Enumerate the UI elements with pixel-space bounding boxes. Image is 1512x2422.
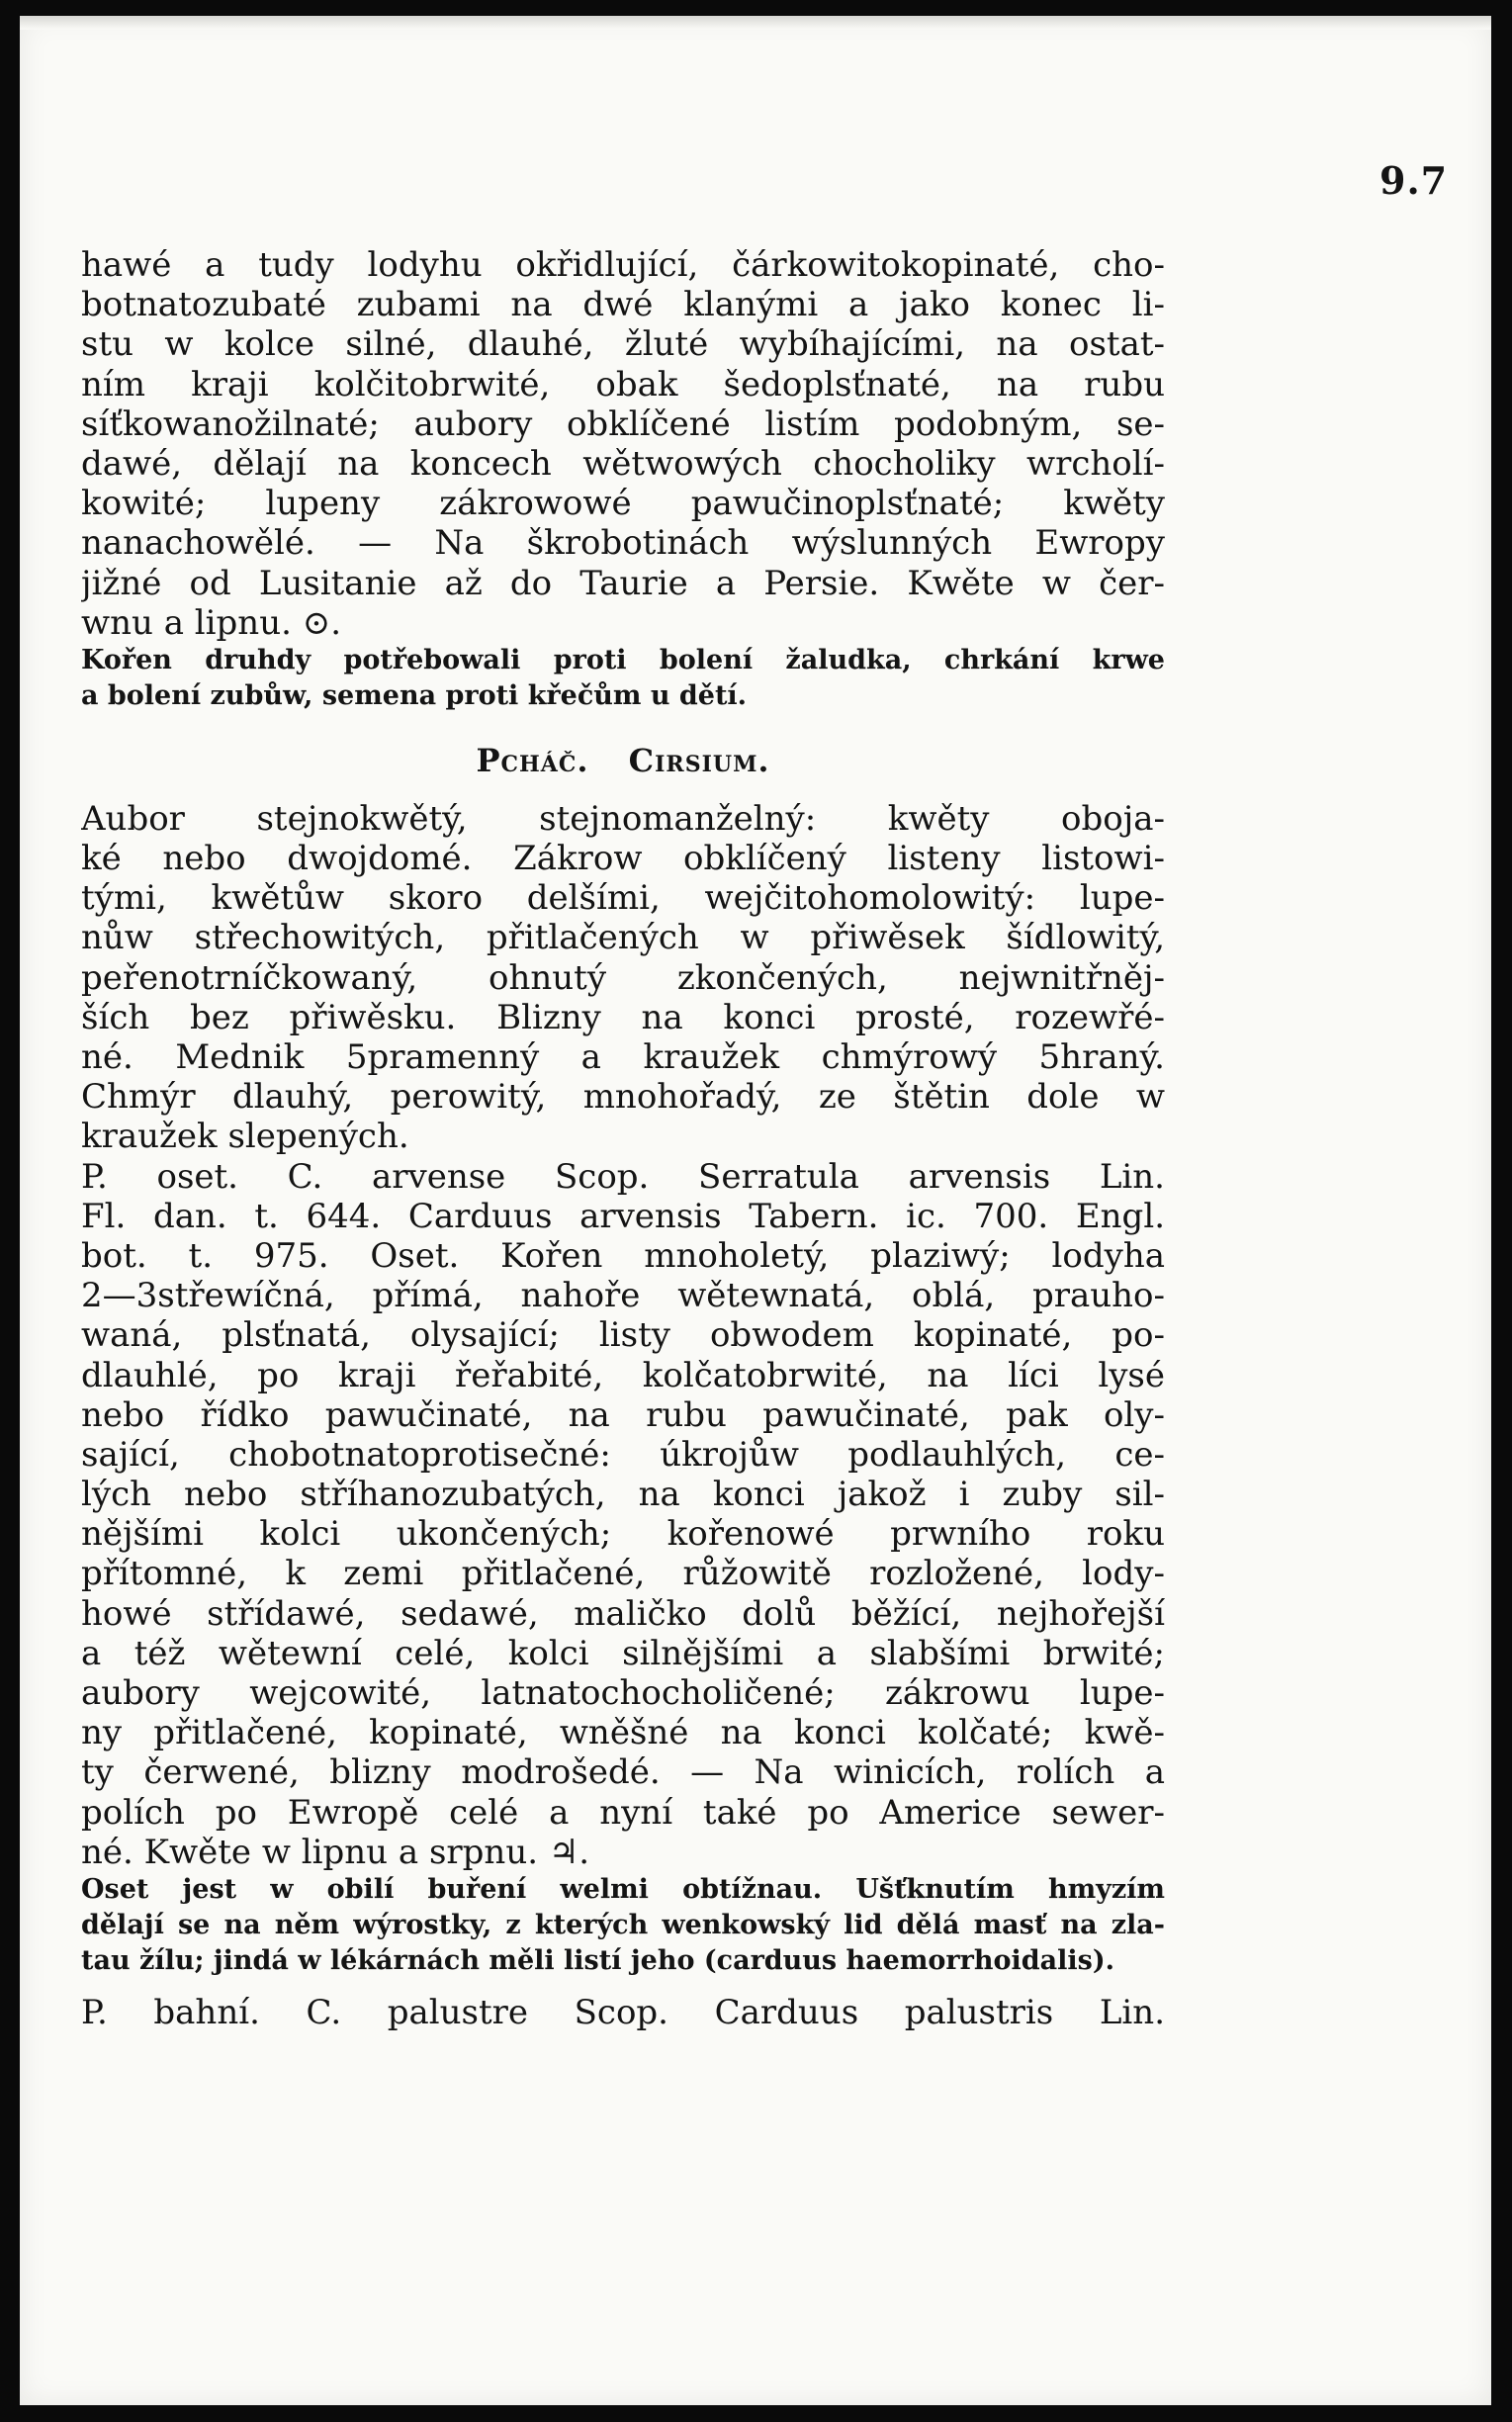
text-line: waná, plsťnatá, olysající; listy obwodem kopinaté, po- (81, 1315, 1165, 1356)
text-line: P. oset. C. arvense Scop. Serratula arvensis Lin. (81, 1156, 1165, 1197)
note-2 (81, 1872, 1165, 1979)
note-line: dělají se na něm wýrostky, z kterých wenkowský lid dělá masť na zla- (81, 1909, 1165, 1940)
text-line: dawé, dělají na koncech wětwowých chocholiky wrcholí- (81, 443, 1165, 484)
scan-edge (20, 16, 1491, 30)
note-line: a bolení zubůw, semena proti křečům u dětí. (81, 679, 748, 711)
note-line: Oset jest w obilí buření welmi obtížnau. Ušťknutím hmyzím (81, 1873, 1165, 1905)
text-line: Aubor stejnokwětý, stejnomanželný: kwěty oboja- (81, 798, 1165, 839)
note-line: tau žílu; jindá w lékárnách měli listí jeho (carduus haemorrhoidalis). (81, 1944, 1115, 1976)
text-line: jižné od Lusitanie až do Taurie a Persie. Kwěte w čer- (81, 563, 1165, 603)
text-line: sající, chobotnatoprotisečné: úkrojůw podlauhlých, ce- (81, 1434, 1165, 1475)
text-line: nanachowělé. — Na škrobotinách wýslunných Ewropy (81, 523, 1165, 564)
text-line: kowité; lupeny zákrowowé pawučinoplsťnaté; kwěty (81, 484, 1165, 524)
text-line: howé střídawé, sedawé, maličko dolů běžící, nejhořejší (81, 1593, 1165, 1634)
text-line: lých nebo stříhanozubatých, na konci jakož i zuby sil- (81, 1475, 1165, 1515)
note-line: Kořen druhdy potřebowali proti bolení žaludka, chrkání krwe (81, 644, 1165, 675)
text-line: ších bez přiwěsku. Blizny na konci prosté, rozewřé- (81, 997, 1165, 1037)
text-line: nůw střechowitých, přitlačených w přiwěsek šídlowitý, (81, 918, 1165, 958)
text-line: tými, kwětůw skoro delšími, wejčitohomolowitý: lupe- (81, 878, 1165, 919)
note-1 (81, 643, 1165, 714)
text-line: dlauhlé, po kraji řeřabité, kolčatobrwité, na líci lysé (81, 1355, 1165, 1395)
text-line: kraužek slepených. (81, 1117, 409, 1157)
text-line: né. Mednik 5pramenný a kraužek chmýrowý 5hraný. (81, 1037, 1165, 1077)
text-line: přítomné, k zemi přitlačené, růžowitě rozložené, lody- (81, 1554, 1165, 1594)
text-line: Fl. dan. t. 644. Carduus arvensis Tabern. ic. 700. Engl. (81, 1196, 1165, 1236)
text-line: polích po Ewropě celé a nyní také po Americe sewer- (81, 1792, 1165, 1833)
text-line: ny přitlačené, kopinaté, wněšné na konci kolčaté; kwě- (81, 1713, 1165, 1753)
genus-czech: Pcháč. (476, 741, 589, 779)
text-line: bot. t. 975. Oset. Kořen mnoholetý, plaziwý; lodyha (81, 1235, 1165, 1276)
species-line: P. bahní. C. palustre Scop. Carduus palustris Lin. (81, 1992, 1165, 2032)
text-line: a též wětewní celé, kolci silnějšími a slabšími brwité; (81, 1633, 1165, 1673)
text-line: hawé a tudy lodyhu okřidlující, čárkowitokopinaté, cho- (81, 245, 1165, 285)
paragraph-3 (81, 1157, 1165, 1872)
page-number: 9.7 (1379, 158, 1449, 203)
text-line: ké nebo dwojdomé. Zákrow obklíčený listeny listowi- (81, 839, 1165, 879)
text-line: síťkowanožilnaté; aubory obklíčené listím podobným, se- (81, 404, 1165, 444)
text-line: peřenotrníčkowaný, ohnutý zkončených, nejwnitřněj- (81, 957, 1165, 998)
text-line: aubory wejcowité, latnatochocholičené; zákrowu lupe- (81, 1673, 1165, 1713)
paragraph-1 (81, 245, 1165, 643)
text-line: wnu a lipnu. ⊙. (81, 602, 342, 643)
text-line: Chmýr dlauhý, perowitý, mnohořadý, ze štětin dole w (81, 1077, 1165, 1118)
text-line: ním kraji kolčitobrwité, obak šedoplsťnaté, na rubu (81, 364, 1165, 404)
text-line: botnatozubaté zubami na dwé klanými a jako konec li- (81, 285, 1165, 325)
text-line: ty čerwené, blizny modrošedé. — Na winicích, rolích a (81, 1752, 1165, 1793)
genus-latin: Cirsium. (628, 741, 770, 779)
genus-heading (81, 736, 1165, 785)
text-line: nebo řídko pawučinaté, na rubu pawučinaté, pak oly- (81, 1394, 1165, 1435)
text-line: nějšími kolci ukončených; kořenowé prwního roku (81, 1514, 1165, 1555)
text-line: 2—3střewíčná, přímá, nahoře wětewnatá, oblá, prauho- (81, 1276, 1165, 1316)
text-line: stu w kolce silné, dlauhé, žluté wybíhajícími, na ostat- (81, 324, 1165, 365)
text-line: né. Kwěte w lipnu a srpnu. ♃. (81, 1832, 590, 1872)
paragraph-2 (81, 799, 1165, 1157)
page-text (81, 245, 1165, 2032)
